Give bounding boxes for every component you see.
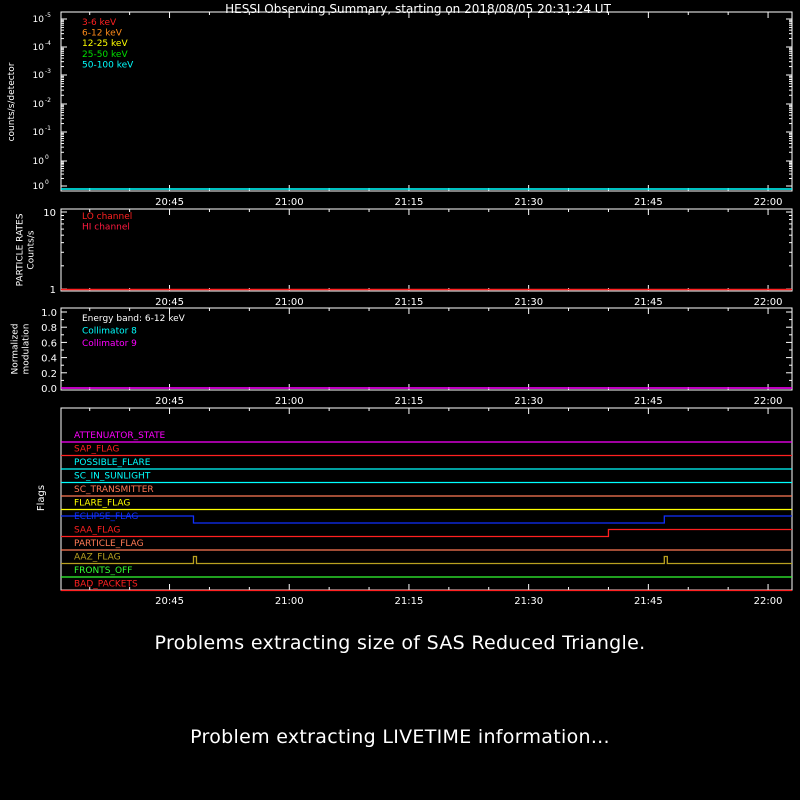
legend-entry: LO channel — [82, 212, 133, 222]
x-tick-label: 20:45 — [155, 596, 184, 607]
flag-line — [61, 557, 792, 564]
y-tick-exponent: -4 — [45, 40, 51, 47]
legend-entry: HI channel — [82, 222, 130, 233]
x-tick-label: 21:45 — [633, 297, 663, 308]
y-axis-label: counts/s/detector — [7, 62, 17, 142]
y-tick-label: 10 — [32, 100, 44, 110]
y-tick-label: 10 — [43, 208, 56, 219]
flag-label: SAA_FLAG — [74, 525, 121, 536]
y-tick-label: 1 — [49, 285, 56, 296]
x-tick-label: 21:00 — [274, 596, 304, 607]
x-tick-label: 21:30 — [514, 396, 544, 407]
y-tick-exponent: 0 — [45, 179, 49, 186]
livetime-error-message: Problem extracting LIVETIME information... — [190, 726, 610, 748]
y-axis-label: Counts/s — [26, 230, 37, 270]
flag-label: AAZ_FLAG — [74, 552, 121, 563]
y-axis-label: Normalized — [10, 323, 21, 375]
y-tick-label: 10 — [32, 182, 44, 192]
y-tick-exponent: -5 — [45, 12, 51, 19]
y-tick-label: 0.6 — [41, 338, 57, 350]
y-tick-label: 10 — [32, 128, 44, 138]
flag-label: SC_IN_SUNLIGHT — [74, 471, 151, 482]
y-tick-exponent: -1 — [45, 125, 51, 132]
y-axis-label: modulation — [21, 323, 32, 375]
flag-label: SAP_FLAG — [74, 444, 120, 455]
y-tick-label: 0.2 — [41, 368, 57, 380]
legend-entry: 50-100 keV — [82, 60, 134, 71]
x-tick-label: 21:45 — [633, 197, 663, 208]
x-tick-label: 21:00 — [274, 197, 304, 208]
y-axis-label: PARTICLE RATES — [15, 213, 26, 287]
x-tick-label: 21:45 — [633, 396, 663, 407]
panel-frame — [61, 12, 792, 191]
x-tick-label: 22:00 — [753, 197, 783, 208]
y-tick-exponent: 0 — [45, 154, 49, 161]
x-tick-label: 22:00 — [753, 596, 783, 607]
x-tick-label: 21:30 — [514, 197, 544, 208]
y-tick-label: 0.4 — [41, 353, 57, 365]
flag-label: FRONTS_OFF — [74, 566, 133, 576]
legend-entry: 25-50 keV — [82, 49, 128, 60]
y-tick-label: 10 — [32, 15, 44, 25]
x-tick-label: 21:30 — [514, 297, 544, 308]
flag-label: SC_TRANSMITTER — [74, 485, 154, 495]
legend-entry: Energy band: 6-12 keV — [82, 314, 185, 324]
plot-title: HESSI Observing Summary, starting on 2018/08/05 20:31:24 UT — [225, 2, 611, 16]
legend-entry: 3-6 keV — [82, 18, 117, 28]
legend-entry: Collimator 8 — [82, 326, 137, 337]
y-axis-label: Flags — [36, 484, 47, 512]
flag-line — [61, 530, 792, 537]
y-tick-exponent: -2 — [45, 97, 51, 104]
x-tick-label: 21:15 — [394, 596, 424, 607]
x-tick-label: 21:45 — [633, 596, 663, 607]
flag-label: POSSIBLE_FLARE — [74, 458, 151, 468]
x-tick-label: 20:45 — [155, 197, 184, 208]
x-tick-label: 21:00 — [274, 396, 304, 407]
flag-label: BAD_PACKETS — [74, 579, 138, 590]
y-tick-label: 0.8 — [41, 323, 57, 335]
x-tick-label: 22:00 — [753, 297, 783, 308]
x-tick-label: 21:00 — [274, 297, 304, 308]
legend-entry: 6-12 keV — [82, 28, 122, 39]
flag-label: ECLIPSE_FLAG — [74, 512, 139, 522]
sas-error-message: Problems extracting size of SAS Reduced Triangle. — [154, 632, 646, 654]
flag-line — [61, 516, 792, 523]
y-tick-exponent: -3 — [45, 68, 51, 75]
flag-label: FLARE_FLAG — [74, 498, 131, 509]
y-tick-label: 10 — [32, 43, 44, 53]
y-tick-label: 0.0 — [41, 384, 57, 395]
x-tick-label: 20:45 — [155, 396, 184, 407]
x-tick-label: 20:45 — [155, 297, 184, 308]
x-tick-label: 21:15 — [394, 396, 424, 407]
x-tick-label: 22:00 — [753, 396, 783, 407]
x-tick-label: 21:15 — [394, 197, 424, 208]
panel-frame — [61, 209, 792, 291]
flag-label: ATTENUATOR_STATE — [74, 431, 166, 441]
panel-frame — [61, 408, 792, 590]
x-tick-label: 21:30 — [514, 596, 544, 607]
y-tick-label: 1.0 — [41, 308, 57, 319]
x-tick-label: 21:15 — [394, 297, 424, 308]
flag-label: PARTICLE_FLAG — [74, 539, 144, 549]
legend-entry: 12-25 keV — [82, 39, 128, 50]
y-tick-label: 10 — [32, 71, 44, 81]
y-tick-label: 10 — [32, 157, 44, 167]
legend-entry: Collimator 9 — [82, 339, 137, 349]
